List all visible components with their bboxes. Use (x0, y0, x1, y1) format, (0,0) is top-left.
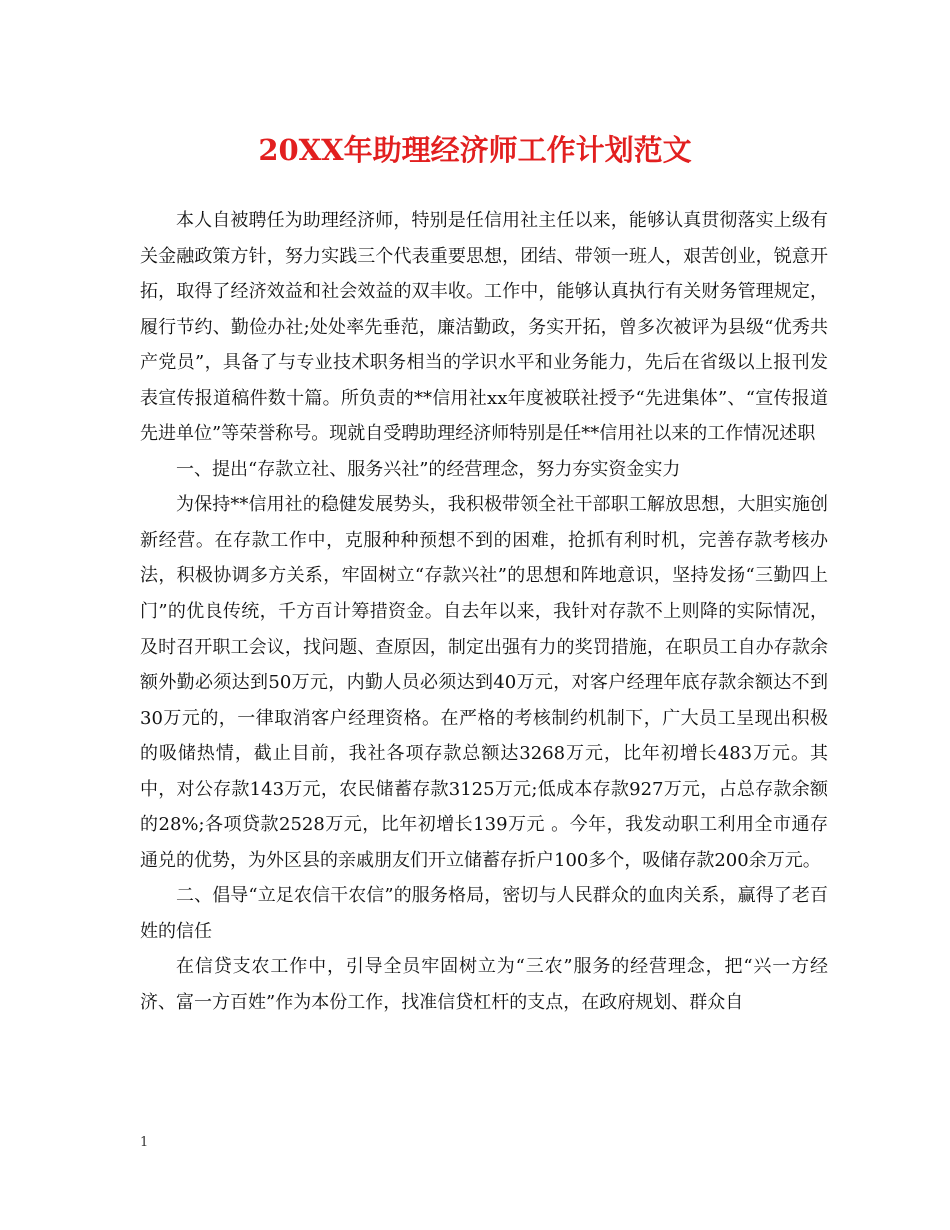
document-body (140, 203, 828, 1021)
document-title: 20XX年助理经济师工作计划范文 (258, 133, 692, 167)
section-heading-2: 二、倡导“立足农信干农信”的服务格局，密切与人民群众的血肉关系，赢得了老百姓的信任 (140, 885, 828, 942)
section-heading-1: 一、提出“存款立社、服务兴社”的经营理念，努力夯实资金实力 (176, 458, 681, 480)
page-number: 1 (140, 1135, 149, 1150)
paragraph-credit-support: 在信贷支农工作中，引导全员牢固树立为“三农”服务的经营理念，把“兴一方经济、富一方百姓”作为本份工作，找准信贷杠杆的支点，在政府规划、群众自 (140, 956, 828, 1014)
paragraph-intro: 本人自被聘任为助理经济师，特别是任信用社主任以来，能够认真贯彻落实上级有关金融政策方针，努力实践三个代表重要思想，团结、带领一班人，艰苦创业，锐意开拓，取得了经济效益和社会效益的双丰收。工作中，能够认真执行有关财务管理规定，履行节约、勤俭办社;处处率先垂范，廉洁勤政，务实开拓，曾多次被评为县级“优秀共产党员”，具备了与专业技术职务相当的学识水平和业务能力，先后在省级以上报刊发表宣传报道稿件数十篇。所负责的**信用社xx年度被联社授予“先进集体”、“宣传报道先进单位”等荣誉称号。现就自受聘助理经济师特别是任**信用社以来的工作情况述职 (140, 210, 828, 445)
paragraph-deposits: 为保持**信用社的稳健发展势头，我积极带领全社干部职工解放思想，大胆实施创新经营。在存款工作中，克服种种预想不到的困难，抢抓有利时机，完善存款考核办法，积极协调多方关系，牢固树立“存款兴社”的思想和阵地意识，坚持发扬“三勤四上门”的优良传统，千方百计筹措资金。自去年以来，我针对存款不上则降的实际情况，及时召开职工会议，找问题、查原因，制定出强有力的奖罚措施，在职员工自办存款余额外勤必须达到50万元，内勤人员必须达到40万元，对客户经理年底存款余额达不到30万元的，一律取消客户经理资格。在严格的考核制约机制下，广大员工呈现出积极的吸储热情，截止目前，我社各项存款总额达3268万元，比年初增长483万元。其中，对公存款143万元，农民储蓄存款3125万元;低成本存款927万元，占总存款余额的28%;各项贷款2528万元，比年初增长139万元 。今年，我发动职工利用全市通存通兑的优势，为外区县的亲戚朋友们开立储蓄存折户100多个，吸储存款200余万元。 (140, 494, 828, 871)
